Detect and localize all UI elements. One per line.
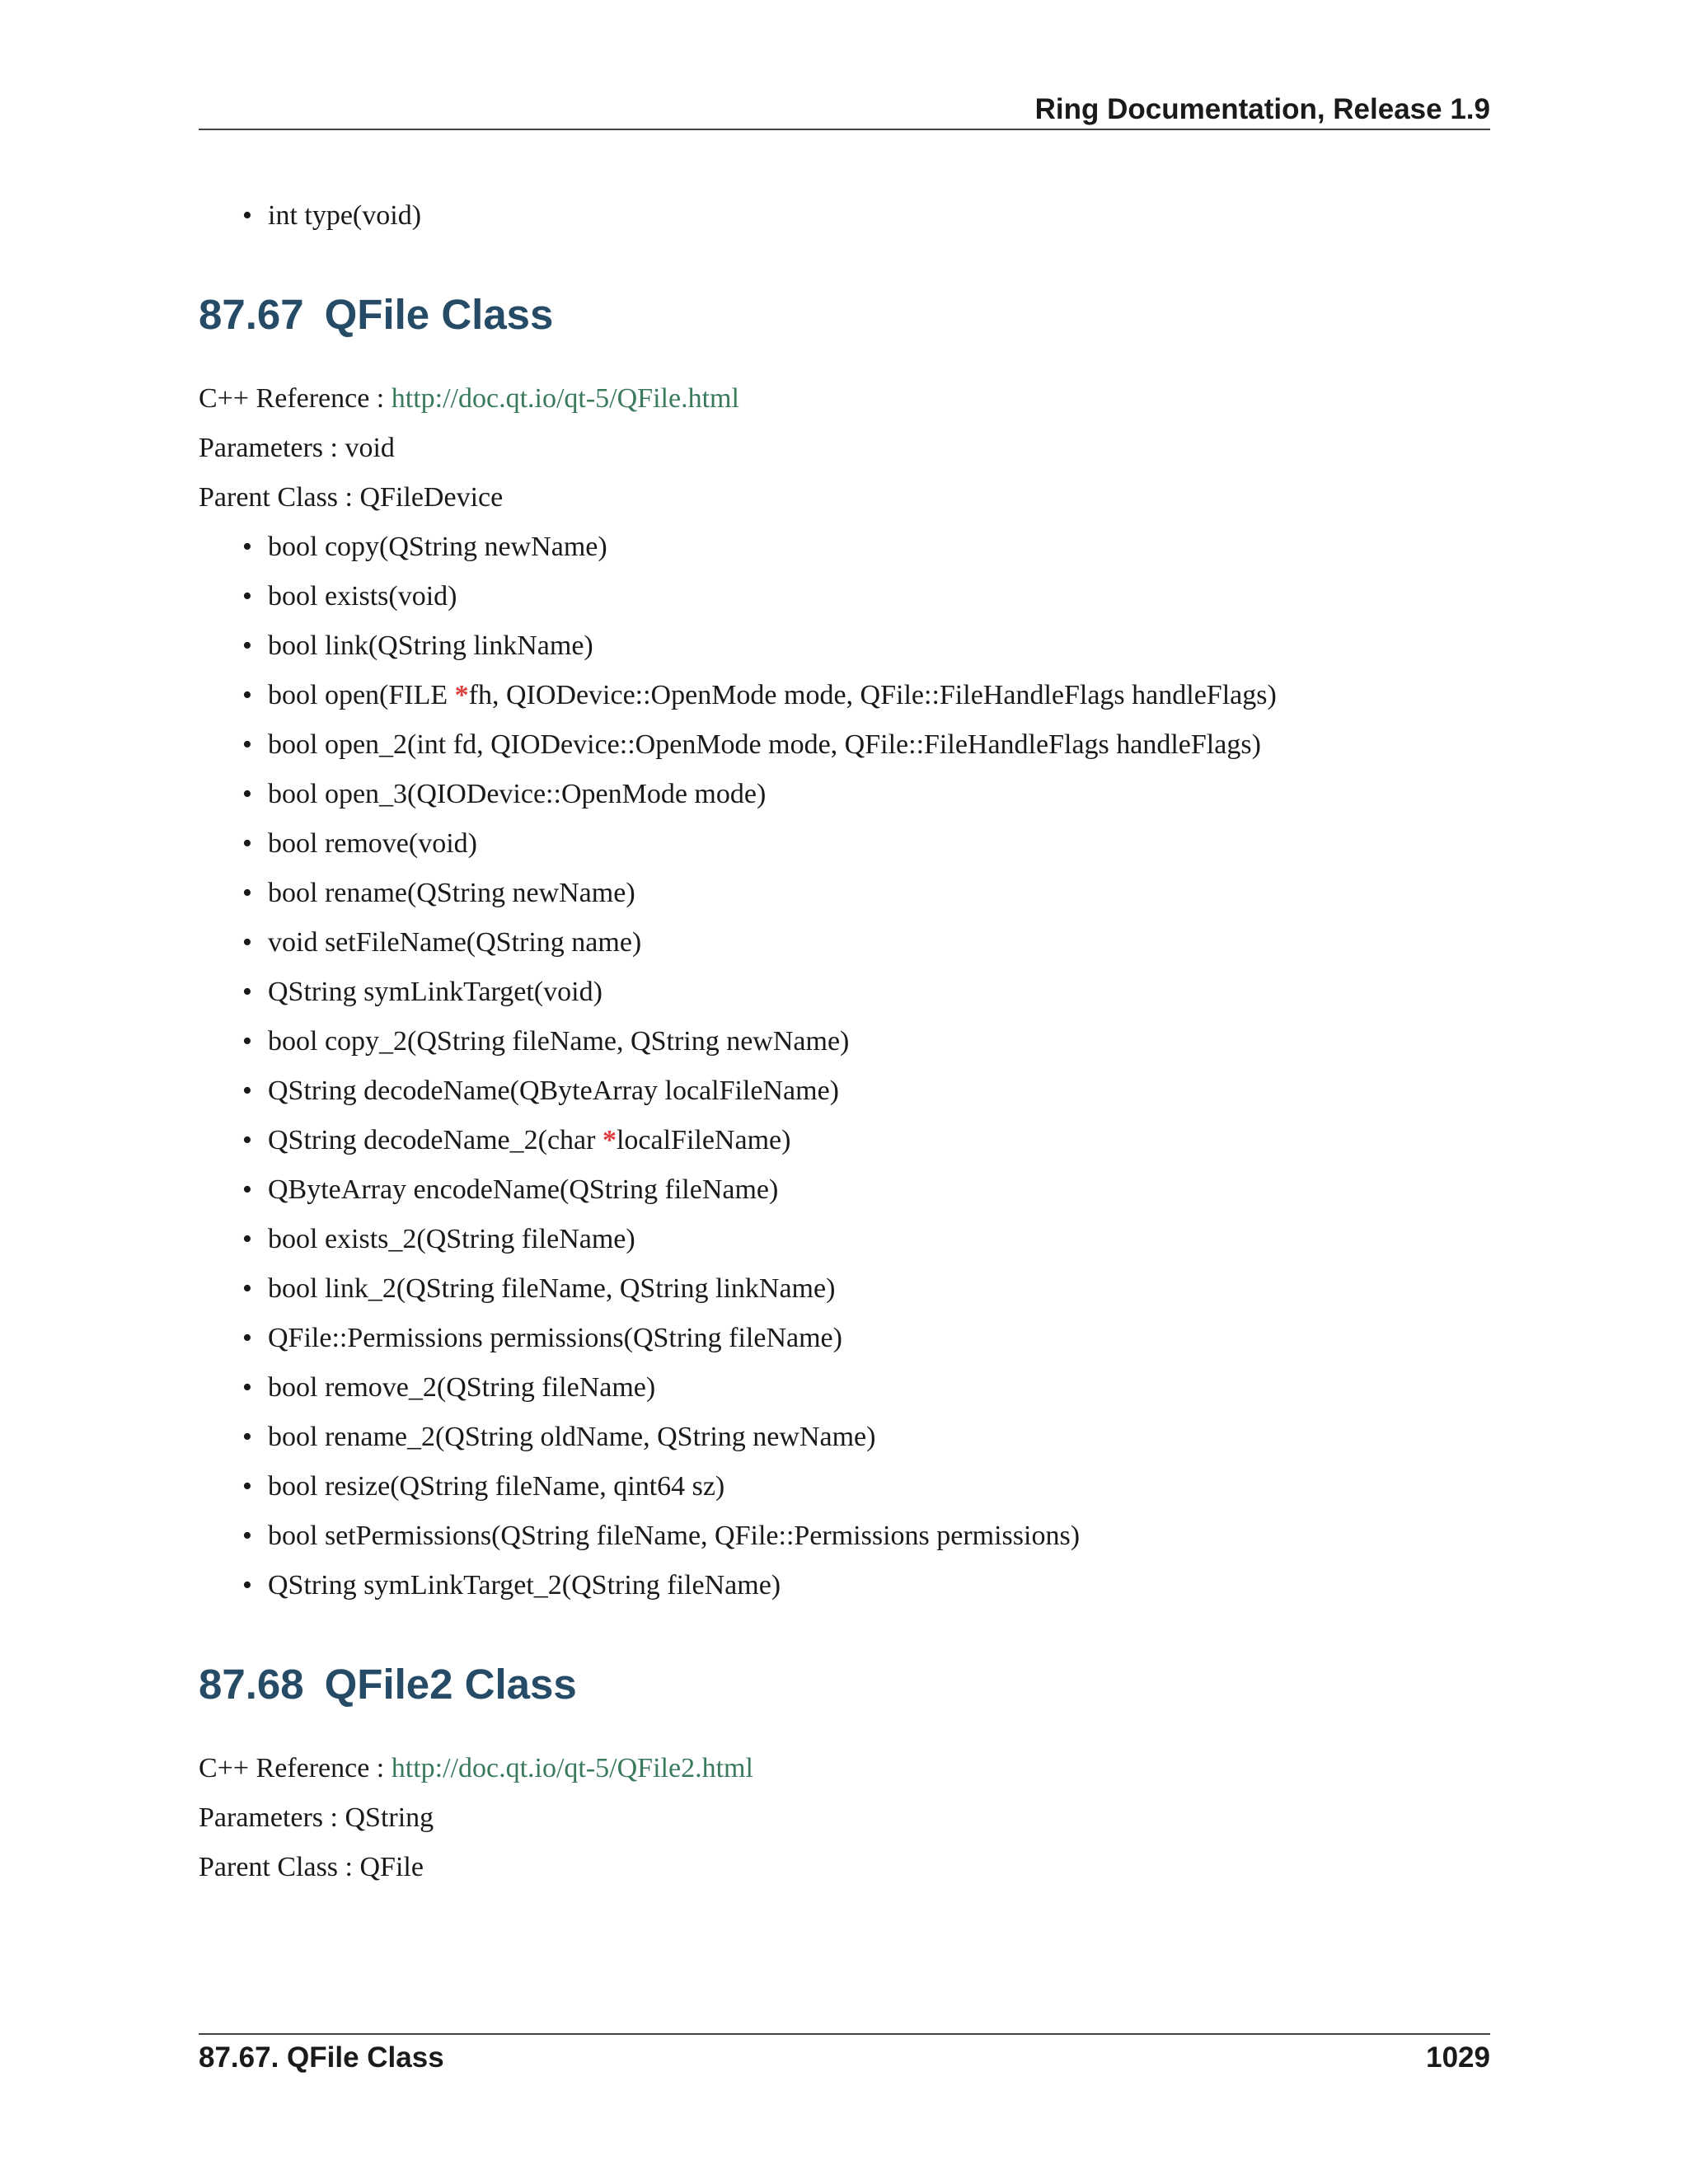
cpp-reference xyxy=(199,374,1490,424)
parent-class-line: Parent Class : QFile xyxy=(199,1852,424,1882)
footer-section: 87.67. QFile Class xyxy=(199,2041,444,2074)
reference-label: C++ Reference : xyxy=(199,383,392,414)
list-item: • bool setPermissions(QString fileName, QFile::Permissions permissions) xyxy=(268,1511,1490,1561)
list-item xyxy=(268,671,1490,720)
section-number: 87.68 xyxy=(199,1661,304,1708)
list-item: • bool exists_2(QString fileName) xyxy=(268,1215,1490,1264)
list-item xyxy=(268,1116,1490,1165)
method-list xyxy=(199,523,1490,1610)
list-item: • bool copy(QString newName) xyxy=(268,523,1490,572)
list-item: • bool copy_2(QString fileName, QString newName) xyxy=(268,1017,1490,1066)
list-item: • bool open_3(QIODevice::OpenMode mode) xyxy=(268,770,1490,819)
list-item: • bool link_2(QString fileName, QString linkName) xyxy=(268,1264,1490,1314)
cpp-reference xyxy=(199,1744,1490,1793)
method-text: bool open(FILE xyxy=(268,680,455,710)
list-item: • bool remove(void) xyxy=(268,819,1490,869)
reference-link[interactable]: http://doc.qt.io/qt-5/QFile2.html xyxy=(391,1753,753,1783)
list-item: • QString symLinkTarget(void) xyxy=(268,968,1490,1017)
section-number: 87.67 xyxy=(199,291,304,338)
page-content xyxy=(199,191,1490,1892)
pointer-star: * xyxy=(454,680,469,710)
section-title: QFile Class xyxy=(324,291,554,338)
parameters-line: Parameters : QString xyxy=(199,1802,434,1833)
section-heading-qfile xyxy=(199,290,1490,340)
list-item: • bool exists(void) xyxy=(268,572,1490,621)
list-item: • QString decodeName(QByteArray localFileName) xyxy=(268,1066,1490,1116)
list-item: • bool remove_2(QString fileName) xyxy=(268,1363,1490,1413)
list-item: • int type(void) xyxy=(268,191,1490,241)
reference-link[interactable]: http://doc.qt.io/qt-5/QFile.html xyxy=(391,383,739,414)
reference-label: C++ Reference : xyxy=(199,1753,392,1783)
list-item: • bool rename(QString newName) xyxy=(268,869,1490,918)
list-item: • bool resize(QString fileName, qint64 sz) xyxy=(268,1462,1490,1511)
list-item: • QString symLinkTarget_2(QString fileName) xyxy=(268,1561,1490,1610)
method-text: QString decodeName_2(char xyxy=(268,1125,603,1155)
section-title: QFile2 Class xyxy=(324,1661,577,1708)
list-item: • bool open_2(int fd, QIODevice::OpenMode mode, QFile::FileHandleFlags handleFlags) xyxy=(268,720,1490,770)
list-item: • bool link(QString linkName) xyxy=(268,621,1490,671)
method-text: fh, QIODevice::OpenMode mode, QFile::FileHandleFlags handleFlags) xyxy=(468,680,1277,710)
running-header xyxy=(199,89,1490,130)
doc-title: Ring Documentation, Release 1.9 xyxy=(1034,93,1490,125)
running-footer xyxy=(199,2033,1490,2074)
list-item: • QFile::Permissions permissions(QString fileName) xyxy=(268,1314,1490,1363)
list-item: • void setFileName(QString name) xyxy=(268,918,1490,968)
page-number: 1029 xyxy=(1426,2041,1490,2074)
pointer-star: * xyxy=(602,1125,617,1155)
parameters-line: Parameters : void xyxy=(199,433,395,463)
list-item: • QByteArray encodeName(QString fileName) xyxy=(268,1165,1490,1215)
prev-method-list xyxy=(199,191,1490,241)
section-heading-qfile2 xyxy=(199,1660,1490,1709)
list-item: • bool rename_2(QString oldName, QString newName) xyxy=(268,1413,1490,1462)
method-text: localFileName) xyxy=(616,1125,791,1155)
parent-class-line: Parent Class : QFileDevice xyxy=(199,482,504,513)
